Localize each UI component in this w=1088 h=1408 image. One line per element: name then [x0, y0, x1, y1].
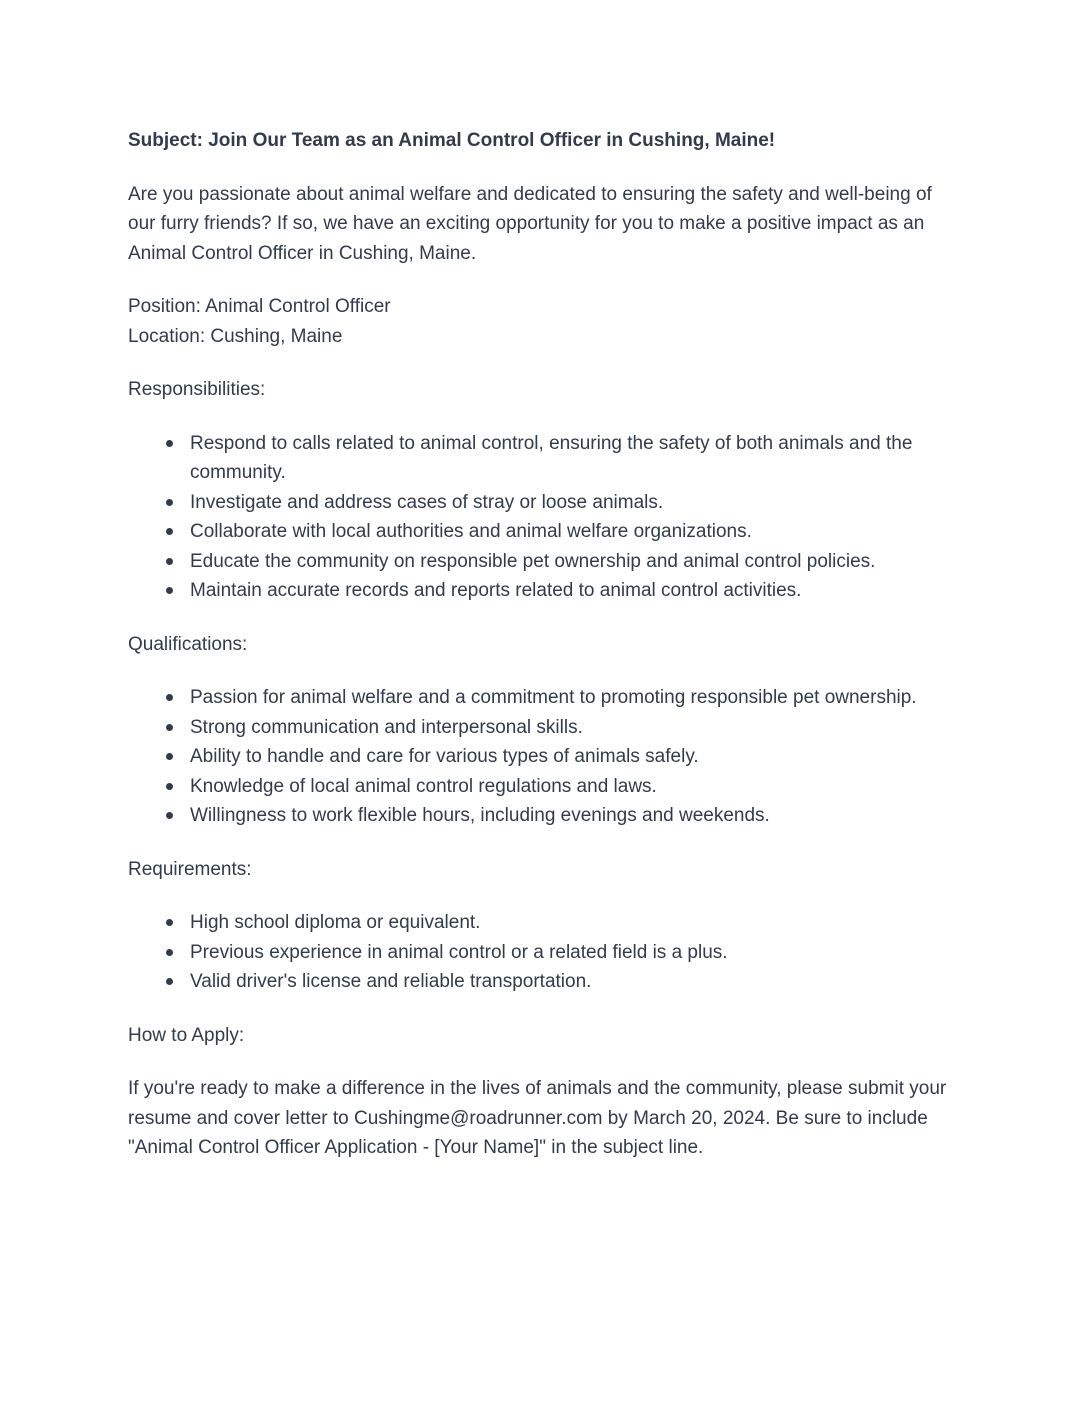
subject-line: Subject: Join Our Team as an Animal Control Officer in Cushing, Maine!: [128, 130, 776, 151]
qualification-item: Willingness to work flexible hours, including evenings and weekends.: [190, 801, 960, 831]
how-to-apply-heading: How to Apply:: [128, 1024, 245, 1046]
requirement-item: High school diploma or equivalent.: [190, 908, 960, 938]
qualification-item: Strong communication and interpersonal skills.: [190, 713, 960, 743]
qualification-item: Ability to handle and care for various types of animals safely.: [190, 742, 960, 772]
qualifications-heading: Qualifications:: [128, 633, 248, 655]
qualification-item: Passion for animal welfare and a commitment to promoting responsible pet ownership.: [190, 683, 960, 713]
requirements-heading: Requirements:: [128, 858, 252, 880]
requirement-item: Valid driver's license and reliable transportation.: [190, 967, 960, 997]
responsibility-item: Respond to calls related to animal control, ensuring the safety of both animals and the community.: [190, 429, 960, 488]
position-location-block: [128, 292, 960, 351]
qualification-item: Knowledge of local animal control regulations and laws.: [190, 772, 960, 802]
requirements-list: [128, 908, 960, 997]
position-line: Position: Animal Control Officer: [128, 296, 391, 317]
how-to-apply-paragraph: If you're ready to make a difference in the lives of animals and the community, please submit your resume and cover letter to Cushingme@roadrunner.com by March 20, 2024. Be sure to include "Animal Control Officer Application - [Your Name]" in the subject line.: [128, 1078, 947, 1158]
requirement-item: Previous experience in animal control or a related field is a plus.: [190, 938, 960, 968]
responsibility-item: Collaborate with local authorities and animal welfare organizations.: [190, 517, 960, 547]
responsibility-item: Investigate and address cases of stray or loose animals.: [190, 488, 960, 518]
responsibilities-list: [128, 429, 960, 606]
qualifications-list: [128, 683, 960, 831]
responsibility-item: Maintain accurate records and reports related to animal control activities.: [190, 576, 960, 606]
responsibility-item: Educate the community on responsible pet ownership and animal control policies.: [190, 547, 960, 577]
location-line: Location: Cushing, Maine: [128, 325, 343, 347]
responsibilities-heading: Responsibilities:: [128, 379, 266, 400]
intro-paragraph: Are you passionate about animal welfare and dedicated to ensuring the safety and well-being of our furry friends? If so, we have an exciting opportunity for you to make a positive impact as an Animal Control Officer in Cushing, Maine.: [128, 183, 932, 264]
